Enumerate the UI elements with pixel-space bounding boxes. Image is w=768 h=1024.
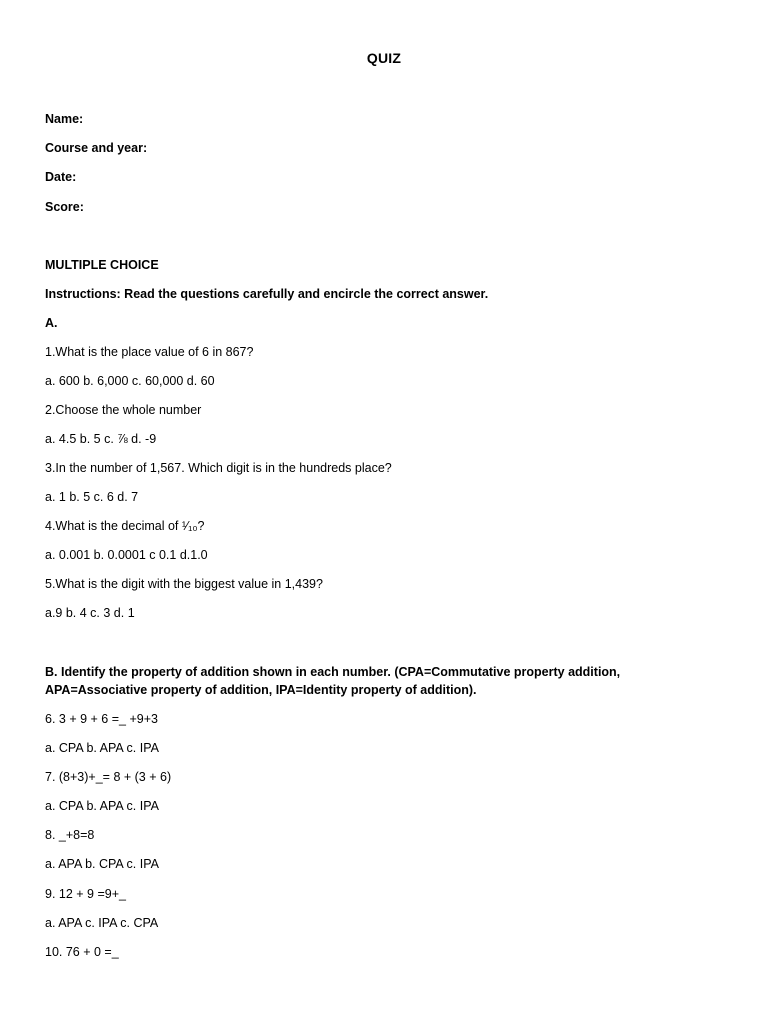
question-3-choices: a. 1 b. 5 c. 6 d. 7 bbox=[45, 490, 139, 504]
score-label: Score: bbox=[45, 200, 84, 214]
question-8: 8. _+8=8 bbox=[45, 828, 95, 842]
part-b-instructions: B. Identify the property of addition shown in each number. (CPA=Commutative property addition, APA=Associative property of addition, IPA=Identity property of addition). bbox=[45, 665, 621, 697]
question-2-choices: a. 4.5 b. 5 c. ⅞ d. -9 bbox=[45, 432, 157, 446]
question-5-choices: a.9 b. 4 c. 3 d. 1 bbox=[45, 606, 135, 620]
question-4: 4.What is the decimal of ¹⁄₁₀? bbox=[45, 519, 205, 533]
question-6: 6. 3 + 9 + 6 =_ +9+3 bbox=[45, 712, 158, 726]
question-2: 2.Choose the whole number bbox=[45, 403, 202, 417]
question-6-choices: a. CPA b. APA c. IPA bbox=[45, 741, 159, 755]
name-label: Name: bbox=[45, 112, 84, 126]
question-9: 9. 12 + 9 =9+_ bbox=[45, 887, 126, 901]
question-9-choices: a. APA c. IPA c. CPA bbox=[45, 916, 159, 930]
question-5: 5.What is the digit with the biggest value in 1,439? bbox=[45, 577, 323, 591]
section-heading: MULTIPLE CHOICE bbox=[45, 258, 159, 272]
course-label: Course and year: bbox=[45, 141, 148, 155]
question-4-choices: a. 0.001 b. 0.0001 c 0.1 d.1.0 bbox=[45, 548, 208, 562]
question-8-choices: a. APA b. CPA c. IPA bbox=[45, 857, 159, 871]
part-a-label: A. bbox=[45, 316, 58, 330]
question-1: 1.What is the place value of 6 in 867? bbox=[45, 345, 254, 359]
question-7-choices: a. CPA b. APA c. IPA bbox=[45, 799, 159, 813]
question-7: 7. (8+3)+_= 8 + (3 + 6) bbox=[45, 770, 172, 784]
date-label: Date: bbox=[45, 170, 77, 184]
instructions: Instructions: Read the questions carefully and encircle the correct answer. bbox=[45, 287, 489, 301]
question-1-choices: a. 600 b. 6,000 c. 60,000 d. 60 bbox=[45, 374, 215, 388]
question-10: 10. 76 + 0 =_ bbox=[45, 945, 119, 959]
page-title: QUIZ bbox=[366, 50, 402, 66]
question-3: 3.In the number of 1,567. Which digit is in the hundreds place? bbox=[45, 461, 392, 475]
